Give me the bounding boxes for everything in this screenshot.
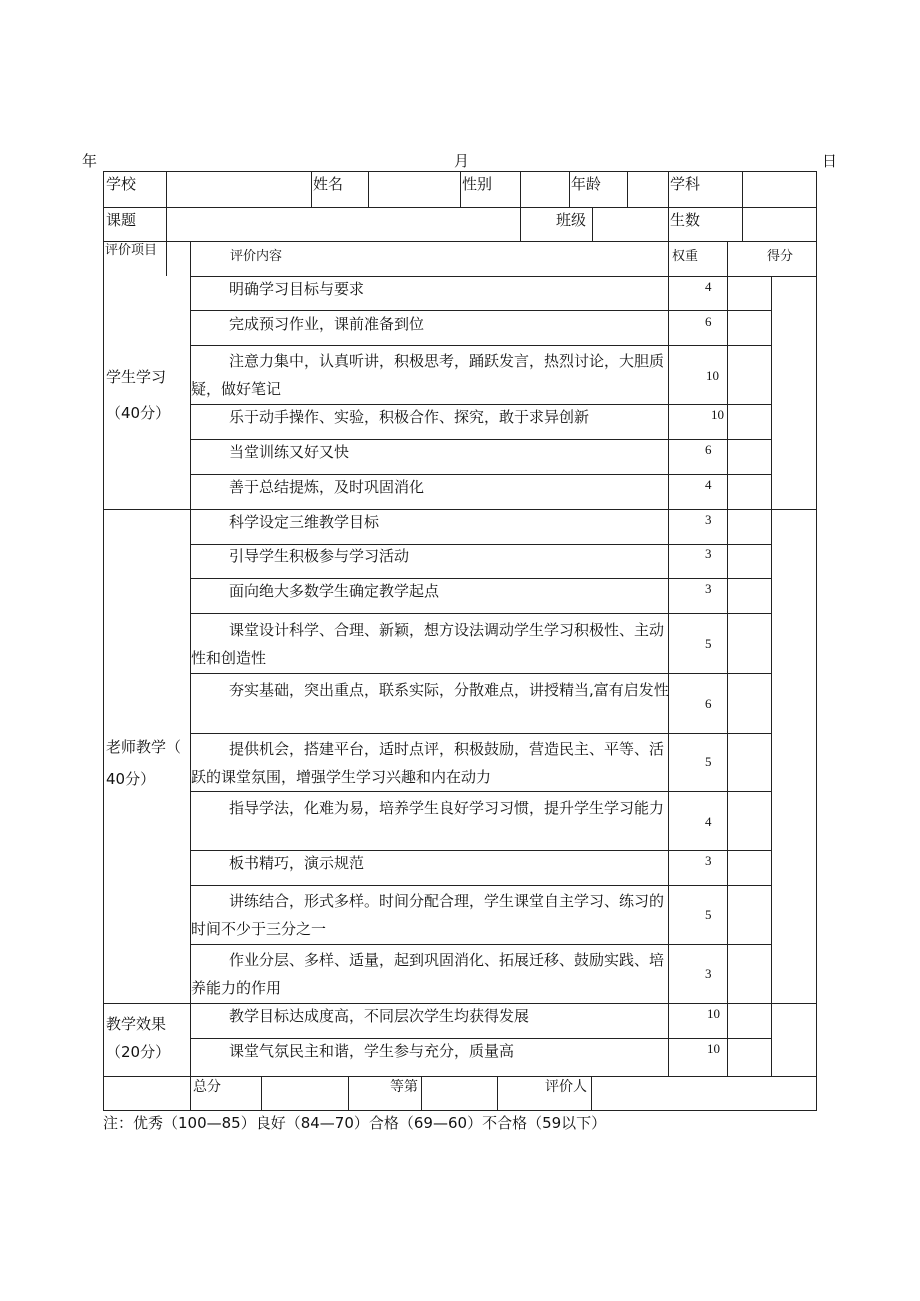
year-label: 年 bbox=[82, 152, 98, 170]
item-weight: 3 bbox=[705, 853, 712, 868]
item-weight: 6 bbox=[705, 314, 712, 329]
section-student-name: 学生学习 bbox=[106, 368, 167, 386]
grading-note: 注：优秀（100—85）良好（84—70）合格（69—60）不合格（59以下） bbox=[103, 1114, 607, 1132]
item-content: 讲练结合，形式多样。时间分配合理，学生课堂自主学习、练习的时间不少于三分之一 bbox=[191, 892, 665, 938]
item-weight: 3 bbox=[705, 966, 712, 981]
section-effect-name: 教学效果 bbox=[106, 1015, 167, 1033]
item-content: 当堂训练又好又快 bbox=[229, 443, 350, 461]
eval-item-header: 评价项目 bbox=[105, 243, 158, 258]
evaluator-label: 评价人 bbox=[545, 1079, 587, 1095]
students-label: 生数 bbox=[670, 211, 701, 229]
item-content: 面向绝大多数学生确定教学起点 bbox=[229, 582, 440, 600]
school-label: 学校 bbox=[106, 175, 137, 193]
score-header: 得分 bbox=[767, 249, 794, 264]
gender-label: 性别 bbox=[462, 175, 493, 193]
item-content: 善于总结提炼，及时巩固消化 bbox=[229, 478, 425, 496]
item-weight: 5 bbox=[705, 754, 712, 769]
item-content: 课堂气氛民主和谐，学生参与充分，质量高 bbox=[229, 1042, 515, 1060]
item-weight: 10 bbox=[711, 407, 724, 422]
item-content: 教学目标达成度高，不同层次学生均获得发展 bbox=[229, 1007, 530, 1025]
lesson-label: 课题 bbox=[106, 211, 137, 229]
item-weight: 3 bbox=[705, 512, 712, 527]
item-content: 指导学法，化难为易，培养学生良好学习习惯，提升学生学习能力 bbox=[229, 799, 665, 817]
item-weight: 10 bbox=[706, 368, 719, 383]
item-weight: 5 bbox=[705, 907, 712, 922]
item-content: 板书精巧，演示规范 bbox=[229, 854, 365, 872]
item-weight: 10 bbox=[707, 1006, 720, 1021]
item-content: 作业分层、多样、适量，起到巩固消化、拓展迁移、鼓励实践、培养能力的作用 bbox=[191, 951, 665, 997]
eval-content-header: 评价内容 bbox=[230, 249, 283, 264]
item-content: 课堂设计科学、合理、新颖，想方设法调动学生学习积极性、主动性和创造性 bbox=[191, 621, 665, 667]
item-weight: 6 bbox=[705, 442, 712, 457]
name-label: 姓名 bbox=[313, 175, 344, 193]
section-effect-points: （20分） bbox=[106, 1043, 171, 1061]
item-weight: 4 bbox=[705, 814, 712, 829]
item-weight: 6 bbox=[705, 696, 712, 711]
month-label: 月 bbox=[454, 152, 470, 170]
grade-label: 等第 bbox=[390, 1079, 418, 1095]
section-teacher-points: 40分） bbox=[106, 770, 156, 788]
item-content: 注意力集中，认真听讲，积极思考，踊跃发言，热烈讨论，大胆质疑，做好笔记 bbox=[191, 352, 665, 398]
item-weight: 3 bbox=[705, 546, 712, 561]
item-content: 完成预习作业，课前准备到位 bbox=[229, 315, 425, 333]
subject-label: 学科 bbox=[670, 175, 701, 193]
day-label: 日 bbox=[822, 152, 838, 170]
item-content: 提供机会，搭建平台，适时点评，积极鼓励，营造民主、平等、活跃的课堂氛围，增强学生学习兴趣和内在动力 bbox=[191, 740, 665, 786]
age-label: 年龄 bbox=[571, 175, 602, 193]
item-weight: 4 bbox=[705, 477, 712, 492]
total-label: 总分 bbox=[193, 1079, 221, 1095]
class-label: 班级 bbox=[556, 211, 587, 229]
item-weight: 10 bbox=[707, 1041, 720, 1056]
item-weight: 5 bbox=[705, 636, 712, 651]
section-teacher-name: 老师教学（ bbox=[106, 738, 182, 756]
section-student-points: （40分） bbox=[106, 404, 171, 422]
weight-header: 权重 bbox=[672, 249, 699, 264]
item-content: 引导学生积极参与学习活动 bbox=[229, 547, 410, 565]
item-content: 明确学习目标与要求 bbox=[229, 280, 365, 298]
item-content: 夯实基础，突出重点，联系实际，分散难点，讲授精当,富有启发性 bbox=[229, 681, 669, 699]
item-weight: 3 bbox=[705, 581, 712, 596]
item-weight: 4 bbox=[705, 279, 712, 294]
item-content: 科学设定三维教学目标 bbox=[229, 513, 380, 531]
item-content: 乐于动手操作、实验，积极合作、探究，敢于求异创新 bbox=[229, 408, 590, 426]
